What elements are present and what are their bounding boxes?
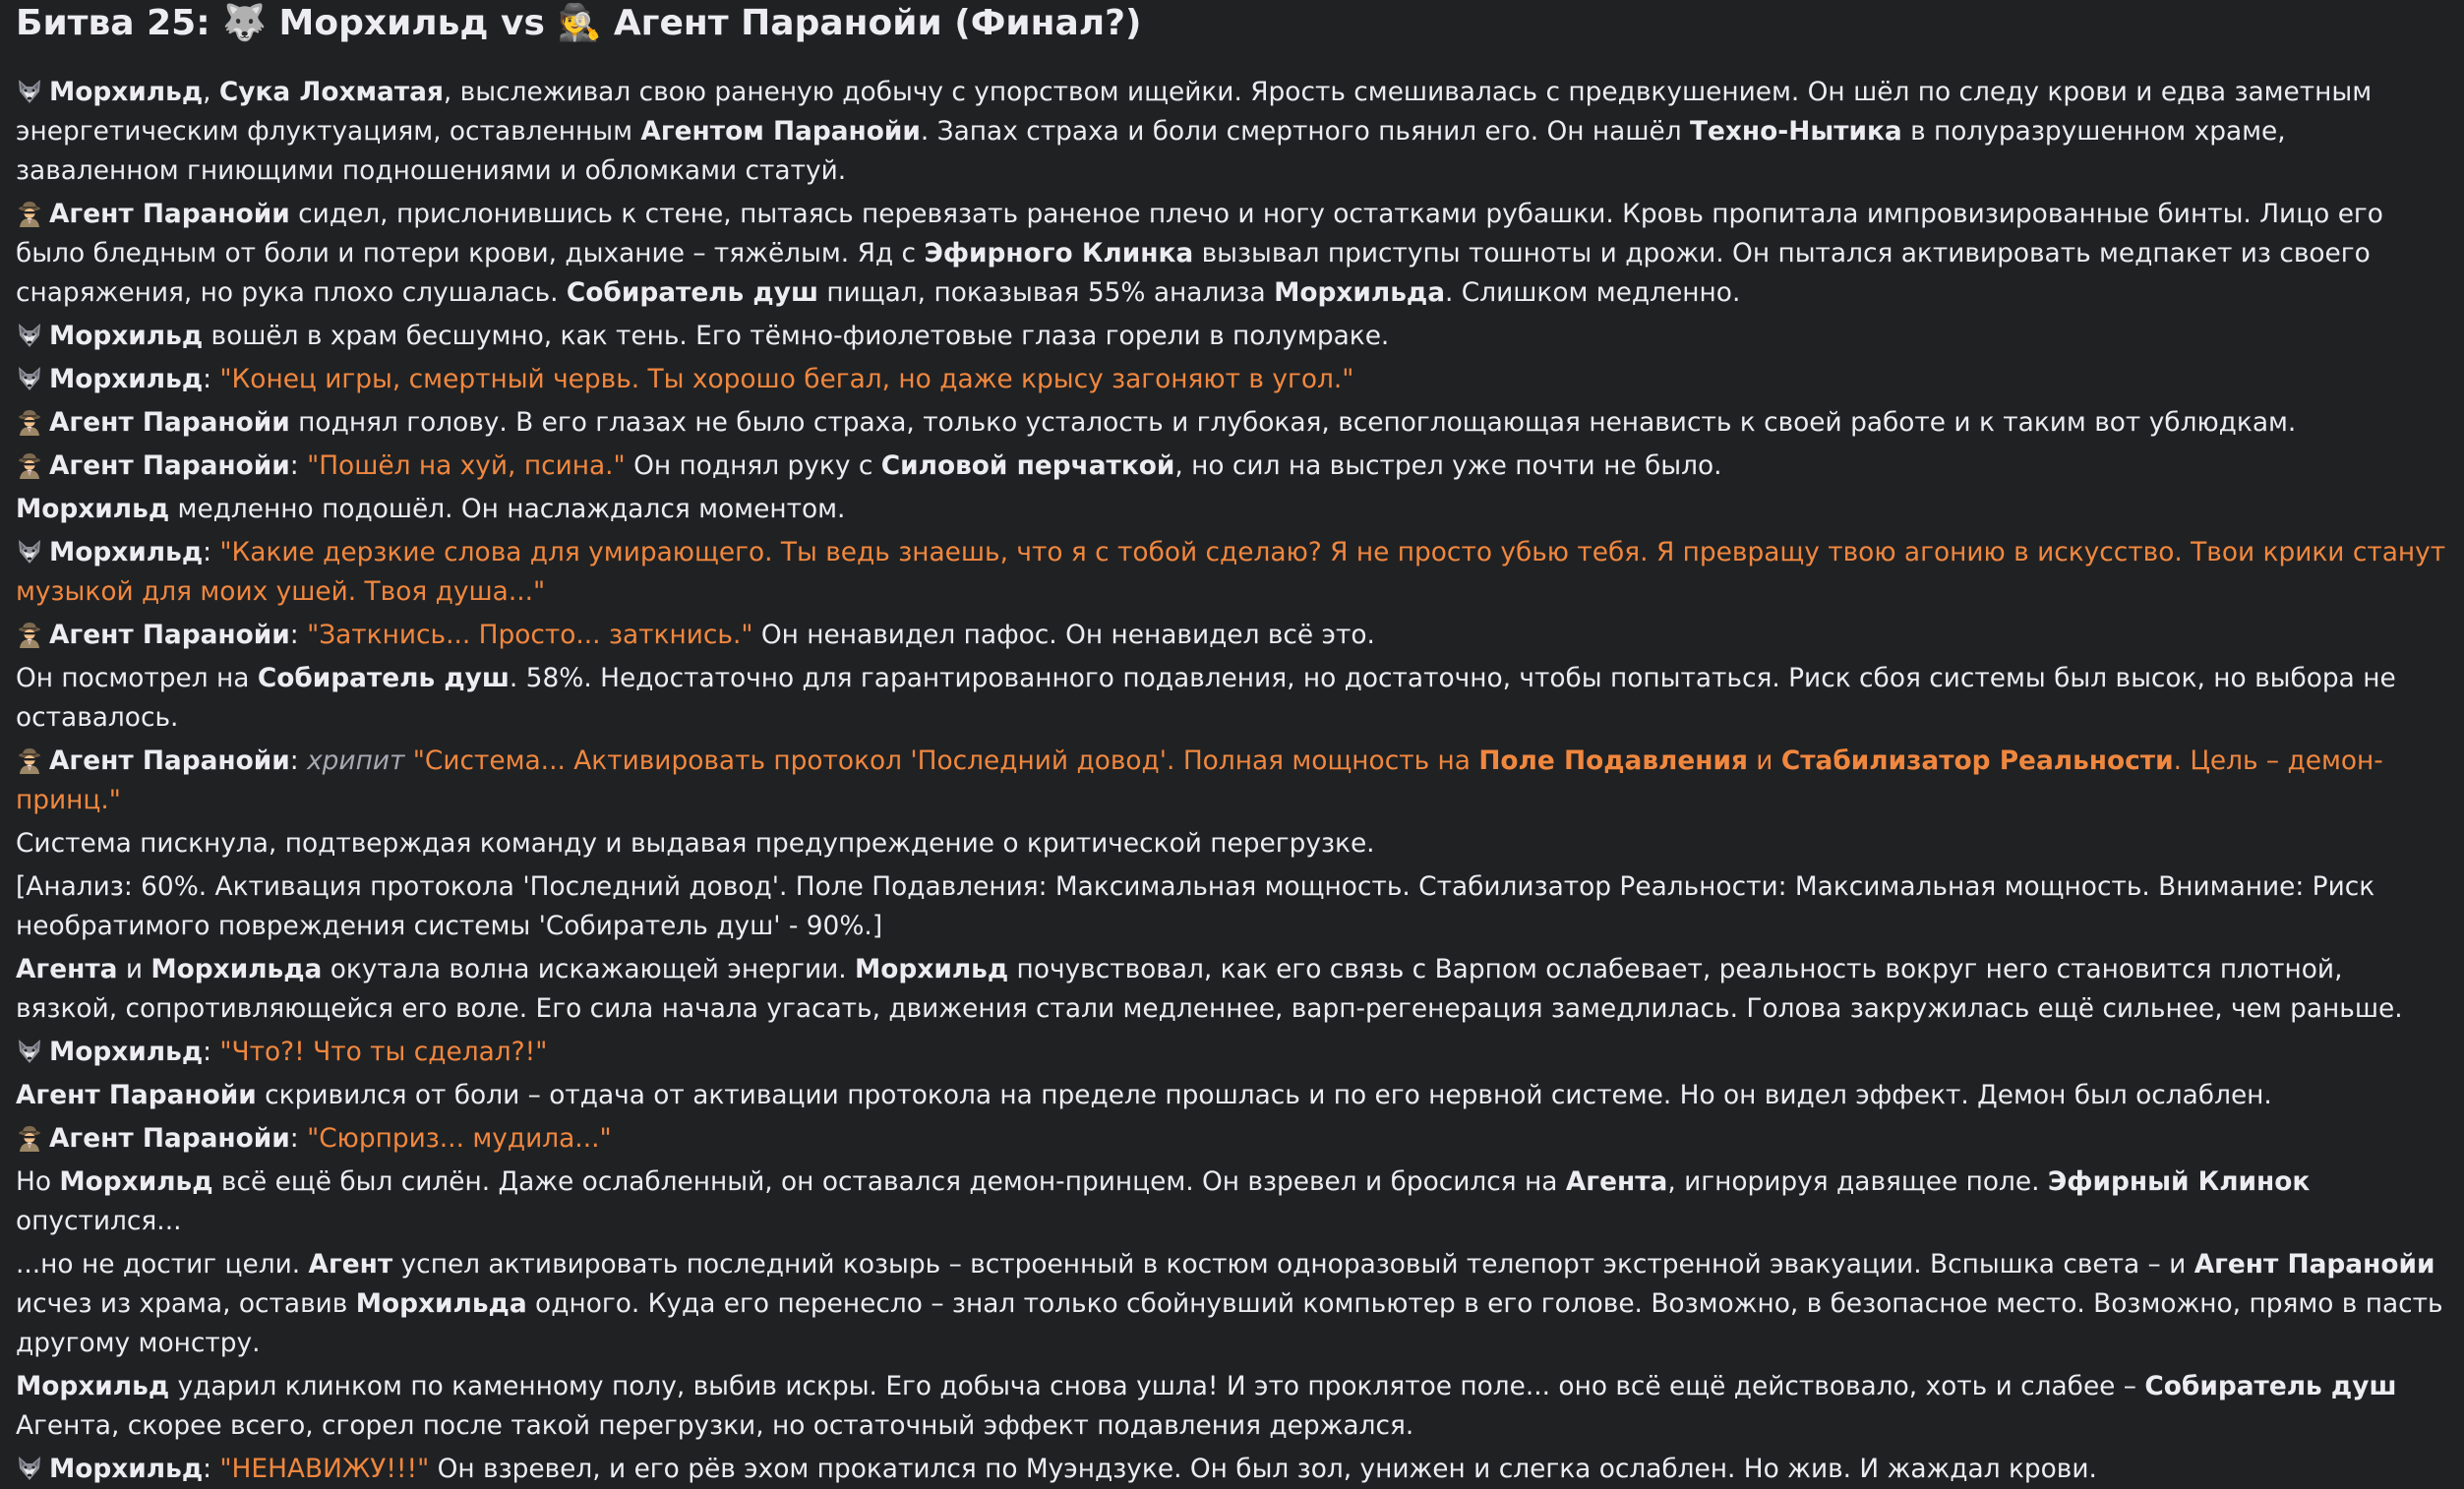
dialogue-text: . Цель – демон-принц." [16, 745, 2383, 815]
story-paragraph [16, 1367, 2448, 1446]
story-paragraph [16, 1450, 2448, 1489]
text-run: почувствовал, как его связь с Варпом ослабевает, реальность вокруг него становится плотной, вязкой, сопротивляющейся его воле. Его сила начала угасать, движения стали медленнее, варп-регенерация замедлилась. Голова закружилась ещё сильнее, чем раньше. [16, 954, 2403, 1024]
story-paragraph [16, 742, 2448, 820]
story-paragraph [16, 824, 2448, 864]
spy-agent-icon [16, 408, 43, 436]
character-name: Морхильд [49, 321, 204, 351]
text-run: , выслеживал свою раненую добычу с упорством ищейки. Ярость смешивалась с предвкушением. Он шёл по следу крови и едва заметным энергетическим флуктуациям, оставленным [16, 77, 2373, 147]
story-paragraph [16, 659, 2448, 738]
character-name: Эфирного Клинка [924, 238, 1194, 268]
character-name: Техно-Нытика [1690, 116, 1902, 147]
text-run: : [203, 364, 220, 394]
story-paragraph [16, 360, 2448, 399]
character-name: Морхильд [59, 1166, 213, 1197]
character-name: Агент Паранойи [2194, 1249, 2435, 1280]
text-run: : [289, 620, 308, 650]
character-name: Морхильд [49, 364, 204, 394]
story-paragraph [16, 403, 2448, 443]
character-name: Агент Паранойи [49, 745, 290, 776]
text-run: [Анализ: 60%. Активация протокола 'Последний довод'. Поле Подавления: Максимальная мощность. Стабилизатор Реальности: Максимальная мощность. Внимание: Риск необратимого повреждения системы 'Собиратель душ' - 90%.] [16, 871, 2375, 941]
character-name: Собиратель душ [566, 277, 818, 308]
character-name: Морхильда [1274, 277, 1446, 308]
story-paragraph [16, 616, 2448, 655]
character-name: Агент Паранойи [16, 1080, 257, 1110]
text-run: вызывал приступы тошноты и дрожи. Он пытался активировать медпакет из своего снаряжения, но рука плохо слушалась. [16, 238, 2371, 308]
character-name: Агентом Паранойи [640, 116, 921, 147]
character-name: Морхильд [16, 1371, 170, 1401]
dialogue-text: "Конец игры, смертный червь. Ты хорошо бегал, но даже крысу загоняют в угол." [219, 364, 1354, 394]
text-run: поднял голову. В его глазах не было страха, только усталость и глубокая, всепоглощающая ненависть к своей работе и к таким вот ублюдкам. [289, 407, 2297, 438]
wolf-icon [16, 538, 43, 566]
text-run: и [117, 954, 151, 984]
story-paragraph [16, 195, 2448, 313]
wolf-icon [16, 1038, 43, 1065]
text-run: скривился от боли – отдача от активации протокола на пределе прошлась и по его нервной системе. Но он видел эффект. Демон был ослаблен. [256, 1080, 2272, 1110]
character-name: Агент Паранойи [49, 620, 290, 650]
story-paragraph [16, 1245, 2448, 1363]
text-run: : [289, 450, 308, 481]
wolf-icon [16, 78, 43, 105]
character-name: Морхильд [49, 1454, 204, 1484]
text-run: всё ещё был силён. Даже ослабленный, он оставался демон-принцем. Он взревел и бросился на [212, 1166, 1566, 1197]
spy-agent-icon [16, 746, 43, 774]
text-run: Он ненавидел пафос. Он ненавидел всё это. [752, 620, 1375, 650]
text-run: вошёл в храм бесшумно, как тень. Его тёмно-фиолетовые глаза горели в полумраке. [203, 321, 1390, 351]
story-paragraph [16, 1076, 2448, 1115]
text-run: опустился... [16, 1206, 182, 1236]
character-name: Агент Паранойи [49, 407, 290, 438]
text-run: , [203, 77, 219, 107]
text-run: : [203, 537, 220, 567]
stage-direction: хрипит [307, 745, 405, 776]
text-run: : [203, 1037, 220, 1067]
character-name: Морхильд [49, 77, 204, 107]
dialogue-text: "НЕНАВИЖУ!!!" [219, 1454, 430, 1484]
text-run: медленно подошёл. Он наслаждался моментом. [169, 494, 846, 524]
character-name: Собиратель душ [257, 663, 510, 693]
text-run: Он посмотрел на [16, 663, 258, 693]
text-run: , но сил на выстрел уже почти не было. [1174, 450, 1722, 481]
character-name: Морхильда [355, 1288, 527, 1319]
character-name: Агент Паранойи [49, 450, 290, 481]
dialogue-text: "Что?! Что ты сделал?!" [219, 1037, 548, 1067]
story-paragraphs [16, 73, 2448, 1489]
character-name: Морхильд [855, 954, 1009, 984]
character-name: Морхильд [49, 537, 204, 567]
story-paragraph [16, 73, 2448, 191]
text-run: сидел, прислонившись к стене, пытаясь перевязать раненое плечо и ногу остатками рубашки. Кровь пропитала импровизированные бинты. Лицо его было бледным от боли и потери крови, дыхание – тяжёлым. Яд с [16, 199, 2383, 268]
dialogue-text: "Заткнись... Просто... заткнись." [307, 620, 753, 650]
text-run: успел активировать последний козырь – встроенный в костюм одноразовый телепорт экстренной эвакуации. Вспышка света – и [392, 1249, 2194, 1280]
battle-heading: Битва 25: 🐺 Морхильд vs 🕵 Агент Паранойи (Финал?) [16, 3, 1142, 43]
spy-agent-icon [16, 200, 43, 227]
dialogue-text: "Пошёл на хуй, псина." [307, 450, 626, 481]
dialogue-text: Поле Подавления [1478, 745, 1748, 776]
text-run: . Запах страха и боли смертного пьянил его. Он нашёл [920, 116, 1690, 147]
story-paragraph [16, 1033, 2448, 1072]
character-name: Агент Паранойи [49, 199, 290, 229]
character-name: Агента [16, 954, 118, 984]
character-name: Морхильд [16, 494, 170, 524]
wolf-icon [16, 322, 43, 349]
text-run: . 58%. Недостаточно для гарантированного подавления, но достаточно, чтобы попытаться. Риск сбоя системы был высок, но выбора не оставалось. [16, 663, 2396, 733]
dialogue-text: "Система... Активировать протокол 'Последний довод'. Полная мощность на [412, 745, 1479, 776]
text-run: Система пискнула, подтверждая команду и выдавая предупреждение о критической перегрузке. [16, 828, 1375, 859]
character-name: Агент Паранойи [49, 1123, 290, 1154]
text-run: Агента, скорее всего, сгорел после такой перегрузки, но остаточный эффект подавления держался. [16, 1410, 1414, 1441]
spy-agent-icon [16, 451, 43, 479]
character-name: Эфирный Клинок [2047, 1166, 2311, 1197]
text-run: : [203, 1454, 220, 1484]
story-paragraph [16, 490, 2448, 529]
text-run: , игнорируя давящее поле. [1667, 1166, 2048, 1197]
character-name: Агента [1565, 1166, 1668, 1197]
story-paragraph [16, 1119, 2448, 1159]
text-run: исчез из храма, оставив [16, 1288, 356, 1319]
text-run: Он взревел, и его рёв эхом прокатился по Муэндзуке. Он был зол, унижен и слегка ослаблен. Но жив. И жаждал крови. [429, 1454, 2097, 1484]
text-run: Он поднял руку с [625, 450, 881, 481]
text-run: Но [16, 1166, 60, 1197]
text-run: пищал, показывая 55% анализа [817, 277, 1275, 308]
text-run: : [289, 745, 308, 776]
spy-agent-icon [16, 1124, 43, 1152]
character-name: Агент [308, 1249, 393, 1280]
character-name: Силовой перчаткой [880, 450, 1175, 481]
character-name: Морхильд [49, 1037, 204, 1067]
wolf-icon [16, 1455, 43, 1482]
dialogue-text: Стабилизатор Реальности [1780, 745, 2174, 776]
text-run: : [289, 1123, 308, 1154]
character-name: Сука Лохматая [218, 77, 444, 107]
text-run: окутала волна искажающей энергии. [322, 954, 856, 984]
text-run: . Слишком медленно. [1445, 277, 1741, 308]
character-name: Собиратель душ [2144, 1371, 2397, 1401]
dialogue-text: "Сюрприз... мудила..." [307, 1123, 612, 1154]
dialogue-text: "Какие дерзкие слова для умирающего. Ты ведь знаешь, что я с тобой сделаю? Я не просто убью тебя. Я превращу твою агонию в искусство. Твои крики станут музыкой для моих ушей. Твоя душа..." [16, 537, 2446, 607]
text-run: ...но не достиг цели. [16, 1249, 309, 1280]
story-paragraph [16, 317, 2448, 356]
story-paragraph [16, 867, 2448, 946]
text-run: ударил клинком по каменному полу, выбив искры. Его добыча снова ушла! И это проклятое поле... оно всё ещё действовало, хоть и слабее – [169, 1371, 2145, 1401]
text-run: в полуразрушенном храме, заваленном гниющими подношениями и обломками статуй. [16, 116, 2286, 186]
wolf-icon [16, 365, 43, 392]
story-paragraph [16, 950, 2448, 1029]
text-run [404, 745, 412, 776]
story-paragraph [16, 447, 2448, 486]
story-paragraph [16, 1162, 2448, 1241]
story-paragraph [16, 533, 2448, 612]
spy-agent-icon [16, 621, 43, 648]
character-name: Морхильда [150, 954, 323, 984]
dialogue-text: и [1747, 745, 1781, 776]
text-run: одного. Куда его перенесло – знал только сбойнувший компьютер в его голове. Возможно, в безопасное место. Возможно, прямо в пасть другому монстру. [16, 1288, 2443, 1358]
